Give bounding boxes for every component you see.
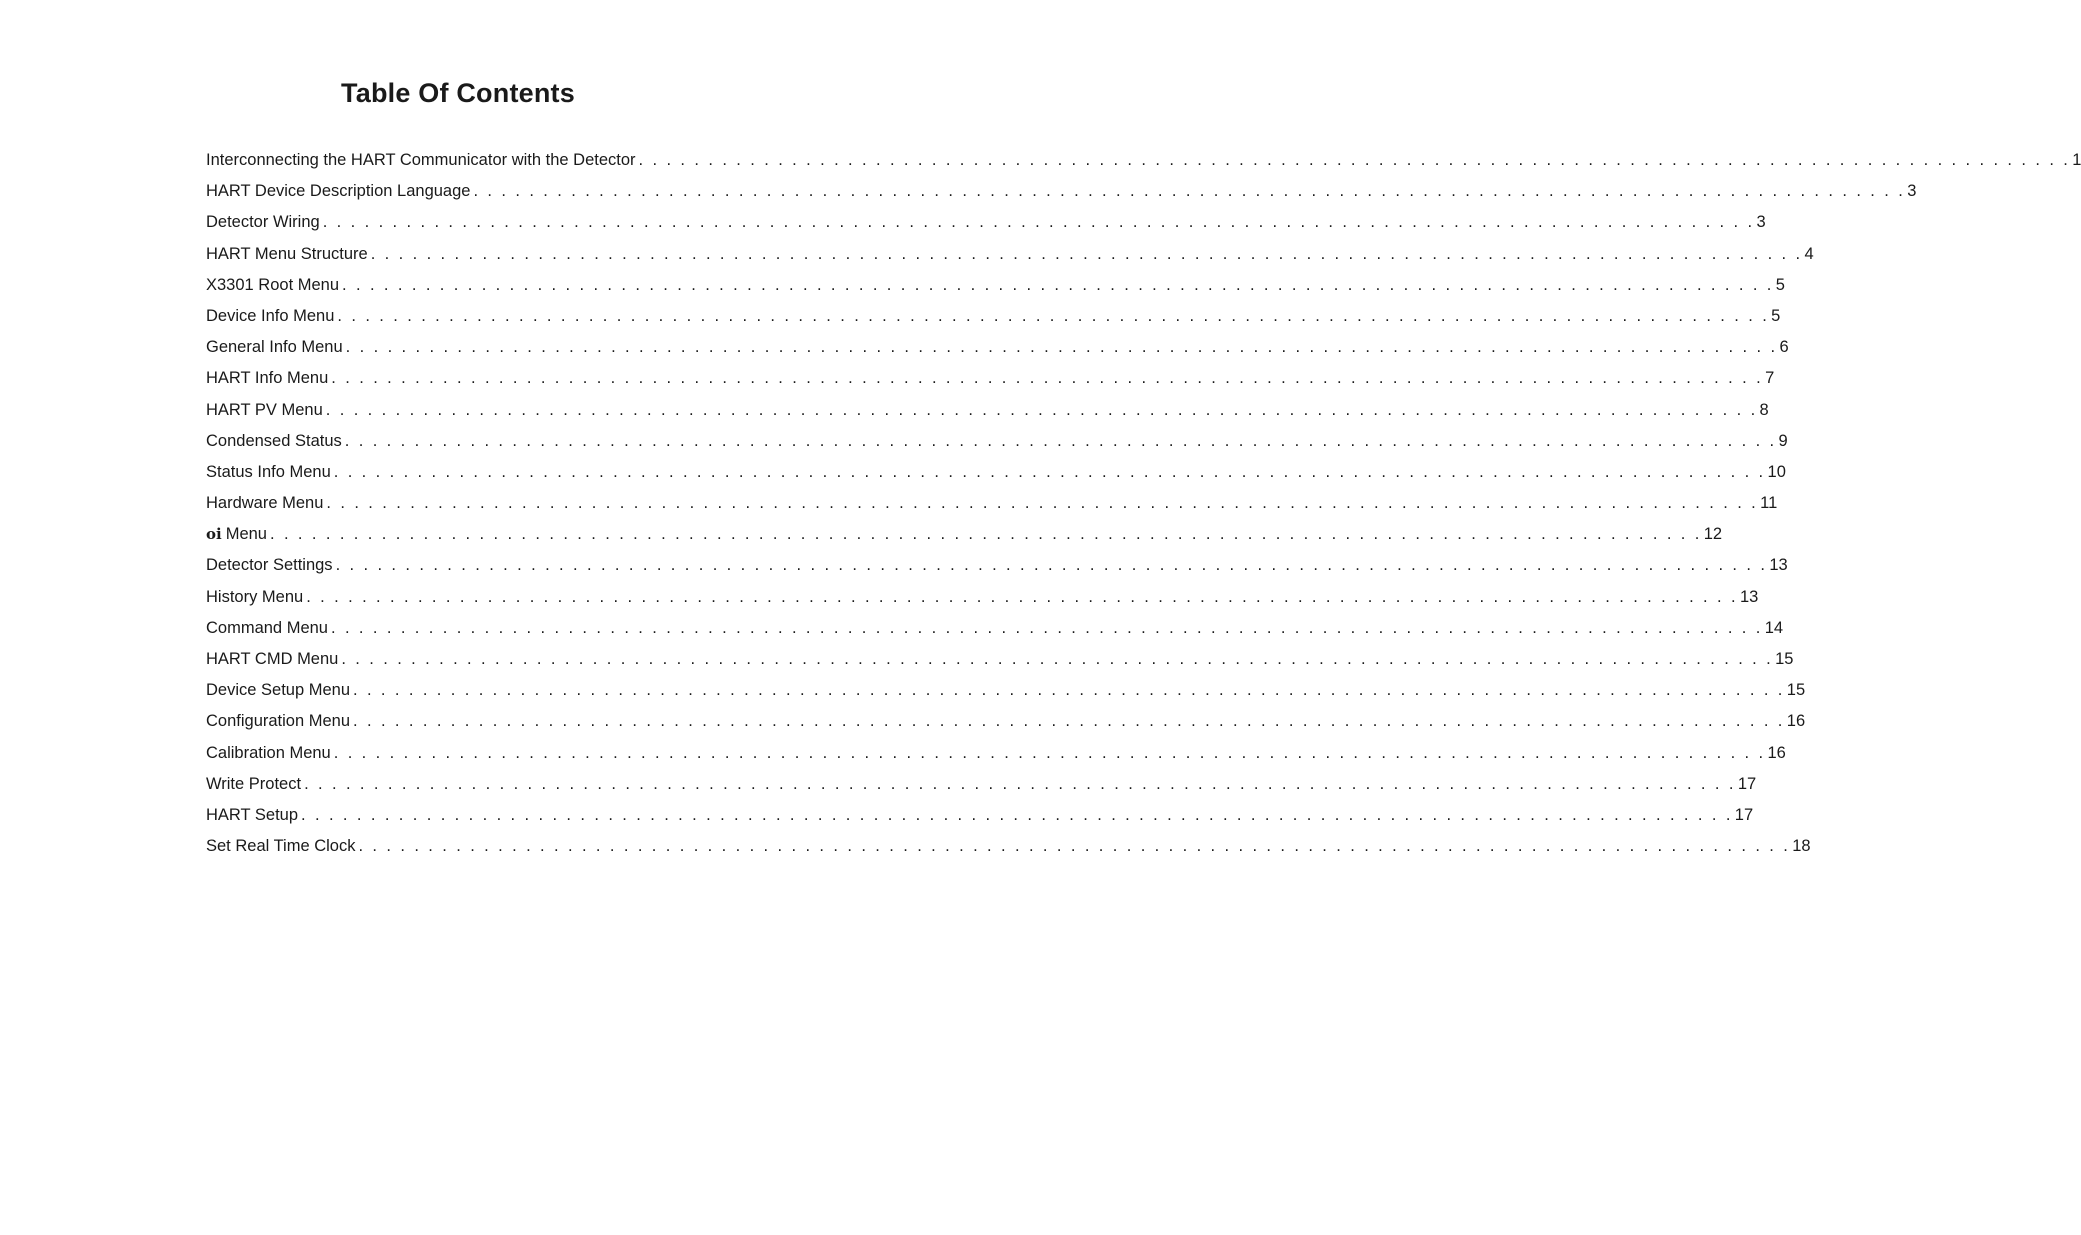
toc-entry-label xyxy=(206,675,350,706)
toc-entry-label xyxy=(206,457,331,488)
dot-leader: . . . . . . . . . . . . . . . . . . . . . . . . . . . . . . . . . . . . . . . . . . . . . . . . . . . . . . . . . . . . . . . . . . . . . . . . . . . . . . . . . . . . . . . . . . . . . . . . . . . . . . . xyxy=(333,743,1766,762)
dot-leader: . . . . . . . . . . . . . . . . . . . . . . . . . . . . . . . . . . . . . . . . . . . . . . . . . . . . . . . . . . . . . . . . . . . . . . . . . . . . . . . . . . . . . . . . . . . . . . . . . . . . . . . xyxy=(358,837,1791,856)
toc-entry-page-number: 9 xyxy=(1778,431,1788,450)
toc-entry-page-number: 10 xyxy=(1767,462,1786,481)
toc-entry-label xyxy=(206,706,350,737)
toc-entry-page-number: 17 xyxy=(1737,774,1757,793)
toc-entry-page-number: 4 xyxy=(1804,244,1814,263)
toc-entry-label xyxy=(206,800,298,831)
toc-entry-label xyxy=(206,426,342,457)
toc-entry[interactable] xyxy=(206,207,1766,238)
toc-entry-label xyxy=(206,769,301,800)
dot-leader: . . . . . . . . . . . . . . . . . . . . . . . . . . . . . . . . . . . . . . . . . . . . . . . . . . . . . . . . . . . . . . . . . . . . . . . . . . . . . . . . . . . . . . . . . . . . . . . . . . . . . . . xyxy=(269,525,1702,544)
dot-leader: . . . . . . . . . . . . . . . . . . . . . . . . . . . . . . . . . . . . . . . . . . . . . . . . . . . . . . . . . . . . . . . . . . . . . . . . . . . . . . . . . . . . . . . . . . . . . . . . . . . . . . . xyxy=(337,306,1770,325)
toc-entry-page-number: 14 xyxy=(1764,618,1784,637)
dot-leader: . . . . . . . . . . . . . . . . . . . . . . . . . . . . . . . . . . . . . . . . . . . . . . . . . . . . . . . . . . . . . . . . . . . . . . . . . . . . . . . . . . . . . . . . . . . . . . . . . . . . . . . xyxy=(335,556,1768,575)
toc-entry-page-number: 6 xyxy=(1779,338,1789,357)
toc-entry[interactable] xyxy=(206,675,1806,706)
toc-entry-label xyxy=(206,519,267,550)
toc-entry[interactable] xyxy=(206,800,1754,831)
toc-entry-text: HART Menu Structure xyxy=(206,244,368,263)
dot-leader: . . . . . . . . . . . . . . . . . . . . . . . . . . . . . . . . . . . . . . . . . . . . . . . . . . . . . . . . . . . . . . . . . . . . . . . . . . . . . . . . . . . . . . . . . . . . . . . . . . . . . . . xyxy=(342,275,1774,294)
toc-entry-label xyxy=(206,488,323,519)
toc-entry-page-number: 15 xyxy=(1786,681,1806,700)
toc-entry[interactable] xyxy=(206,582,1759,613)
dot-leader: . . . . . . . . . . . . . . . . . . . . . . . . . . . . . . . . . . . . . . . . . . . . . . . . . . . . . . . . . . . . . . . . . . . . . . . . . . . . . . . . . . . . . . . . . . . . . . . . . . . . . . . xyxy=(301,805,1733,824)
toc-entry[interactable] xyxy=(206,395,1769,426)
toc-entry[interactable] xyxy=(206,644,1794,675)
toc-entry-label xyxy=(206,613,328,644)
table-of-contents xyxy=(206,145,2081,862)
toc-entry-text: Device Info Menu xyxy=(206,306,335,325)
dot-leader: . . . . . . . . . . . . . . . . . . . . . . . . . . . . . . . . . . . . . . . . . . . . . . . . . . . . . . . . . . . . . . . . . . . . . . . . . . . . . . . . . . . . . . . . . . . . . . . . . . . . . . . xyxy=(370,244,1803,263)
dot-leader: . . . . . . . . . . . . . . . . . . . . . . . . . . . . . . . . . . . . . . . . . . . . . . . . . . . . . . . . . . . . . . . . . . . . . . . . . . . . . . . . . . . . . . . . . . . . . . . . . . . . . . . xyxy=(345,338,1778,357)
toc-entry-page-number: 8 xyxy=(1759,400,1769,419)
toc-entry-label xyxy=(206,239,368,270)
toc-entry-text: HART PV Menu xyxy=(206,400,323,419)
toc-entry[interactable] xyxy=(206,457,1786,488)
toc-entry-text: Interconnecting the HART Communicator with the Detector xyxy=(206,151,636,169)
toc-entry[interactable] xyxy=(206,145,2081,176)
dot-leader: . . . . . . . . . . . . . . . . . . . . . . . . . . . . . . . . . . . . . . . . . . . . . . . . . . . . . . . . . . . . . . . . . . . . . . . . . . . . . . . . . . . . . . . . . . . . . . . . . . . . . . . xyxy=(353,681,1785,700)
dot-leader: . . . . . . . . . . . . . . . . . . . . . . . . . . . . . . . . . . . . . . . . . . . . . . . . . . . . . . . . . . . . . . . . . . . . . . . . . . . . . . . . . . . . . . . . . . . . . . . . . . . . . . . xyxy=(306,587,1738,606)
toc-entry-text: Calibration Menu xyxy=(206,743,331,762)
toc-entry-text: HART Info Menu xyxy=(206,369,329,388)
toc-entry-page-number: 13 xyxy=(1739,587,1759,606)
dot-leader: . . . . . . . . . . . . . . . . . . . . . . . . . . . . . . . . . . . . . . . . . . . . . . . . . . . . . . . . . . . . . . . . . . . . . . . . . . . . . . . . . . . . . . . . . . . . . . . . . . . . . . . xyxy=(333,462,1766,481)
dot-leader: . . . . . . . . . . . . . . . . . . . . . . . . . . . . . . . . . . . . . . . . . . . . . . . . . . . . . . . . . . . . . . . . . . . . . . . . . . . . . . . . . . . . . . . . . . . . . . . . . . . . . . . xyxy=(344,431,1777,450)
dot-leader: . . . . . . . . . . . . . . . . . . . . . . . . . . . . . . . . . . . . . . . . . . . . . . . . . . . . . . . . . . . . . . . . . . . . . . . . . . . . . . . . . . . . . . . . . . . . . . . . . . . . . . . xyxy=(638,151,2071,169)
toc-entry[interactable] xyxy=(206,706,1806,737)
toc-entry-page-number: 3 xyxy=(1907,182,1917,201)
toc-entry-label xyxy=(206,332,343,363)
toc-entry-label xyxy=(206,145,636,176)
toc-entry-page-number: 7 xyxy=(1765,369,1775,388)
toc-entry[interactable] xyxy=(206,488,1778,519)
toc-entry-text: Configuration Menu xyxy=(206,712,351,731)
toc-entry-page-number: 3 xyxy=(1756,213,1766,232)
dot-leader: . . . . . . . . . . . . . . . . . . . . . . . . . . . . . . . . . . . . . . . . . . . . . . . . . . . . . . . . . . . . . . . . . . . . . . . . . . . . . . . . . . . . . . . . . . . . . . . . . . . . . . . xyxy=(304,774,1736,793)
toc-entry[interactable] xyxy=(206,363,1775,394)
toc-entry-text: Status Info Menu xyxy=(206,462,331,481)
toc-entry[interactable] xyxy=(206,519,1723,550)
dot-leader: . . . . . . . . . . . . . . . . . . . . . . . . . . . . . . . . . . . . . . . . . . . . . . . . . . . . . . . . . . . . . . . . . . . . . . . . . . . . . . . . . . . . . . . . . . . . . . . . . . . . . . . xyxy=(331,369,1764,388)
toc-entry-page-number: 17 xyxy=(1734,805,1754,824)
toc-entry-label xyxy=(206,270,339,301)
toc-entry-text: Detector Settings xyxy=(206,556,333,575)
toc-entry-label xyxy=(206,831,355,862)
toc-entry-label xyxy=(206,644,338,675)
page-title: Table Of Contents xyxy=(341,78,575,108)
toc-entry-text: Write Protect xyxy=(206,774,302,793)
dot-leader: . . . . . . . . . . . . . . . . . . . . . . . . . . . . . . . . . . . . . . . . . . . . . . . . . . . . . . . . . . . . . . . . . . . . . . . . . . . . . . . . . . . . . . . . . . . . . . . . . . . . . . . xyxy=(341,650,1774,668)
oi-logo-icon: oi xyxy=(206,525,222,544)
toc-entry-page-number: 15 xyxy=(1775,650,1794,668)
toc-entry-text: History Menu xyxy=(206,587,304,606)
toc-entry-label xyxy=(206,395,323,426)
dot-leader: . . . . . . . . . . . . . . . . . . . . . . . . . . . . . . . . . . . . . . . . . . . . . . . . . . . . . . . . . . . . . . . . . . . . . . . . . . . . . . . . . . . . . . . . . . . . . . . . . . . . . . . xyxy=(326,494,1759,513)
toc-entry-page-number: 13 xyxy=(1769,556,1788,575)
toc-entry-label xyxy=(206,363,328,394)
toc-entry[interactable] xyxy=(206,550,1788,581)
toc-entry-text: HART Setup xyxy=(206,805,299,824)
toc-entry[interactable] xyxy=(206,613,1784,644)
toc-entry[interactable] xyxy=(206,426,1788,457)
dot-leader: . . . . . . . . . . . . . . . . . . . . . . . . . . . . . . . . . . . . . . . . . . . . . . . . . . . . . . . . . . . . . . . . . . . . . . . . . . . . . . . . . . . . . . . . . . . . . . . . . . . . . . . xyxy=(322,213,1755,232)
toc-entry-text: Device Setup Menu xyxy=(206,681,350,700)
toc-entry-label xyxy=(206,176,470,207)
toc-entry-text: Command Menu xyxy=(206,618,328,637)
toc-entry-page-number: 1 xyxy=(2072,151,2081,169)
toc-entry-page-number: 16 xyxy=(1786,712,1806,731)
toc-entry-text: General Info Menu xyxy=(206,338,343,357)
toc-entry[interactable] xyxy=(206,831,1811,862)
dot-leader: . . . . . . . . . . . . . . . . . . . . . . . . . . . . . . . . . . . . . . . . . . . . . . . . . . . . . . . . . . . . . . . . . . . . . . . . . . . . . . . . . . . . . . . . . . . . . . . . . . . . . . . xyxy=(325,400,1758,419)
toc-entry-page-number: 5 xyxy=(1771,306,1781,325)
toc-entry-page-number: 18 xyxy=(1792,837,1811,856)
toc-entry[interactable] xyxy=(206,301,1781,332)
toc-entry-label xyxy=(206,738,331,769)
dot-leader: . . . . . . . . . . . . . . . . . . . . . . . . . . . . . . . . . . . . . . . . . . . . . . . . . . . . . . . . . . . . . . . . . . . . . . . . . . . . . . . . . . . . . . . . . . . . . . . . . . . . . . . xyxy=(473,182,1906,201)
toc-entry-text: HART CMD Menu xyxy=(206,650,339,668)
toc-entry-label xyxy=(206,582,303,613)
toc-entry[interactable] xyxy=(206,239,1814,270)
toc-entry-label xyxy=(206,550,333,581)
toc-entry-label xyxy=(206,301,334,332)
dot-leader: . . . . . . . . . . . . . . . . . . . . . . . . . . . . . . . . . . . . . . . . . . . . . . . . . . . . . . . . . . . . . . . . . . . . . . . . . . . . . . . . . . . . . . . . . . . . . . . . . . . . . . . xyxy=(330,618,1763,637)
toc-entry[interactable] xyxy=(206,270,1785,301)
toc-entry-text: Hardware Menu xyxy=(206,494,324,513)
toc-entry-text: Set Real Time Clock xyxy=(206,837,356,856)
toc-entry[interactable] xyxy=(206,738,1786,769)
toc-entry-page-number: 11 xyxy=(1760,494,1778,513)
toc-entry-text: Menu xyxy=(225,525,267,544)
toc-entry[interactable] xyxy=(206,176,1917,207)
dot-leader: . . . . . . . . . . . . . . . . . . . . . . . . . . . . . . . . . . . . . . . . . . . . . . . . . . . . . . . . . . . . . . . . . . . . . . . . . . . . . . . . . . . . . . . . . . . . . . . . . . . . . . . xyxy=(353,712,1785,731)
toc-entry-text: HART Device Description Language xyxy=(206,182,471,201)
toc-entry-text: Detector Wiring xyxy=(206,213,320,232)
toc-entry[interactable] xyxy=(206,769,1757,800)
toc-entry-text: Condensed Status xyxy=(206,431,342,450)
toc-entry-page-number: 5 xyxy=(1775,275,1785,294)
toc-entry-text: X3301 Root Menu xyxy=(206,275,340,294)
toc-entry[interactable] xyxy=(206,332,1789,363)
toc-entry-label xyxy=(206,207,320,238)
toc-entry-page-number: 12 xyxy=(1703,525,1723,544)
toc-entry-page-number: 16 xyxy=(1767,743,1786,762)
